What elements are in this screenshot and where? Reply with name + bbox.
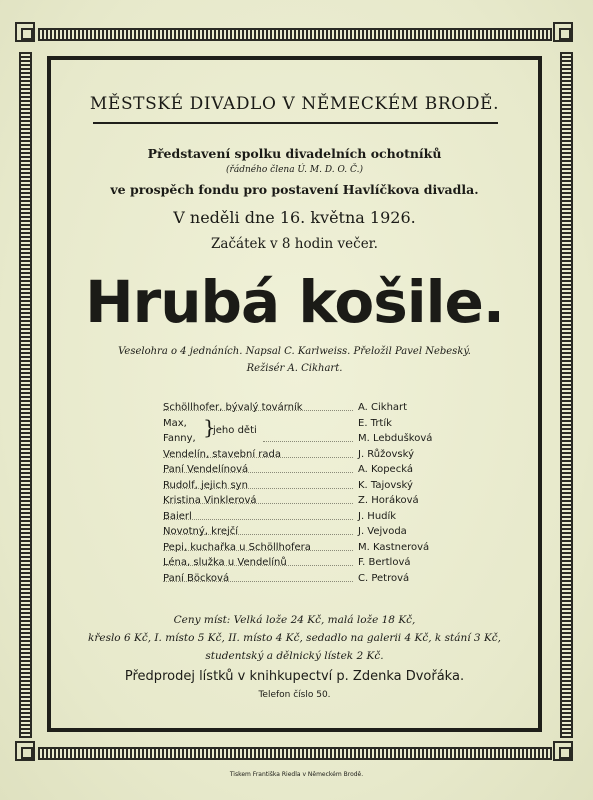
theatre-name: MĚSTSKÉ DIVADLO V NĚMECKÉM BRODĚ. bbox=[89, 94, 500, 114]
header-rule bbox=[93, 122, 498, 124]
cast-role: Baierl bbox=[163, 510, 192, 522]
cast-role: Kristina Vinklerová bbox=[163, 495, 257, 506]
cast-row bbox=[163, 557, 463, 573]
printer-imprint: Tiskem Františka Riedla v Německém Brodě. bbox=[229, 771, 364, 778]
presale-info: Předprodej lístků v knihkupectví p. Zdenka Dvořáka. bbox=[124, 669, 465, 684]
cast-row bbox=[163, 526, 463, 542]
ornamental-border-right bbox=[560, 52, 573, 738]
cast-actor: A. Cikhart bbox=[358, 402, 408, 413]
cast-role: Léna, služka u Vendelínů bbox=[163, 557, 287, 568]
brace-icon: } bbox=[203, 414, 216, 439]
cast-actor: J. Hudík bbox=[358, 510, 397, 522]
cast-actor: A. Kopecká bbox=[358, 464, 413, 475]
corner-ornament-icon bbox=[553, 22, 573, 42]
ornamental-border-bottom bbox=[38, 747, 552, 760]
cast-actor: J. Vejvoda bbox=[358, 526, 407, 537]
cast-actor: J. Růžovský bbox=[358, 448, 414, 460]
ticket-prices bbox=[51, 611, 538, 665]
play-subtitle: Veselohra o 4 jednáních. Napsal C. Karlweiss. Přeložil Pavel Nebeský. bbox=[118, 346, 471, 357]
brace-label: jeho děti bbox=[213, 425, 257, 436]
cast-role: Vendelín, stavební rada bbox=[163, 448, 281, 460]
play-title: Hrubá košile. bbox=[85, 268, 504, 336]
corner-ornament-icon bbox=[15, 22, 35, 42]
cast-role: Fanny, bbox=[163, 433, 196, 444]
corner-ornament-icon bbox=[15, 741, 35, 761]
cast-list bbox=[163, 402, 463, 588]
start-time: Začátek v 8 hodin večer. bbox=[211, 236, 378, 252]
cast-actor: M. Kastnerová bbox=[358, 541, 430, 553]
phone-number: Telefon číslo 50. bbox=[258, 690, 331, 700]
cast-row bbox=[163, 542, 463, 558]
cast-row bbox=[163, 495, 463, 511]
cast-role: Max, bbox=[163, 417, 187, 429]
corner-ornament-icon bbox=[553, 741, 573, 761]
ornamental-border-left bbox=[19, 52, 32, 738]
membership-note: (řádného člena Ú. M. D. O. Č.) bbox=[226, 165, 363, 175]
performance-date: V neděli dne 16. května 1926. bbox=[173, 208, 416, 227]
poster-frame bbox=[47, 56, 542, 732]
cast-role: Novotný, krejčí bbox=[163, 526, 239, 537]
cast-role: Rudolf, jejich syn bbox=[163, 479, 248, 491]
cast-row bbox=[163, 511, 463, 527]
cast-actor: K. Tajovský bbox=[358, 479, 413, 491]
cast-actor: Z. Horáková bbox=[358, 495, 419, 506]
cast-actor: F. Bertlová bbox=[358, 557, 411, 568]
cast-row bbox=[163, 480, 463, 496]
ornamental-border-top bbox=[38, 28, 552, 41]
cast-row bbox=[163, 464, 463, 480]
organizer-line: Představení spolku divadelních ochotníků bbox=[147, 146, 442, 161]
cast-row bbox=[163, 573, 463, 589]
cast-actor: M. Lebdušková bbox=[358, 433, 433, 444]
cast-role: Pepi, kuchařka u Schöllhofera bbox=[163, 541, 311, 553]
cast-row bbox=[163, 425, 463, 449]
price-line: Ceny míst: Velká lože 24 Kč, malá lože 18 Kč, bbox=[173, 614, 416, 626]
cast-role: Paní Vendelínová bbox=[163, 464, 249, 475]
price-line: studentský a dělnický lístek 2 Kč. bbox=[205, 650, 384, 662]
cast-row bbox=[163, 449, 463, 465]
cast-actor: E. Trtík bbox=[358, 417, 392, 429]
cast-role: Schöllhofer, bývalý továrník bbox=[163, 402, 303, 413]
benefit-line: ve prospěch fondu pro postavení Havlíčkova divadla. bbox=[110, 182, 479, 197]
director-line: Režisér A. Cikhart. bbox=[246, 363, 343, 374]
cast-actor: C. Petrová bbox=[358, 572, 410, 584]
cast-role: Paní Böcková bbox=[163, 572, 230, 584]
price-line: křeslo 6 Kč, I. místo 5 Kč, II. místo 4 Kč, sedadlo na galerii 4 Kč, k stání 3 Kč, bbox=[87, 632, 502, 644]
